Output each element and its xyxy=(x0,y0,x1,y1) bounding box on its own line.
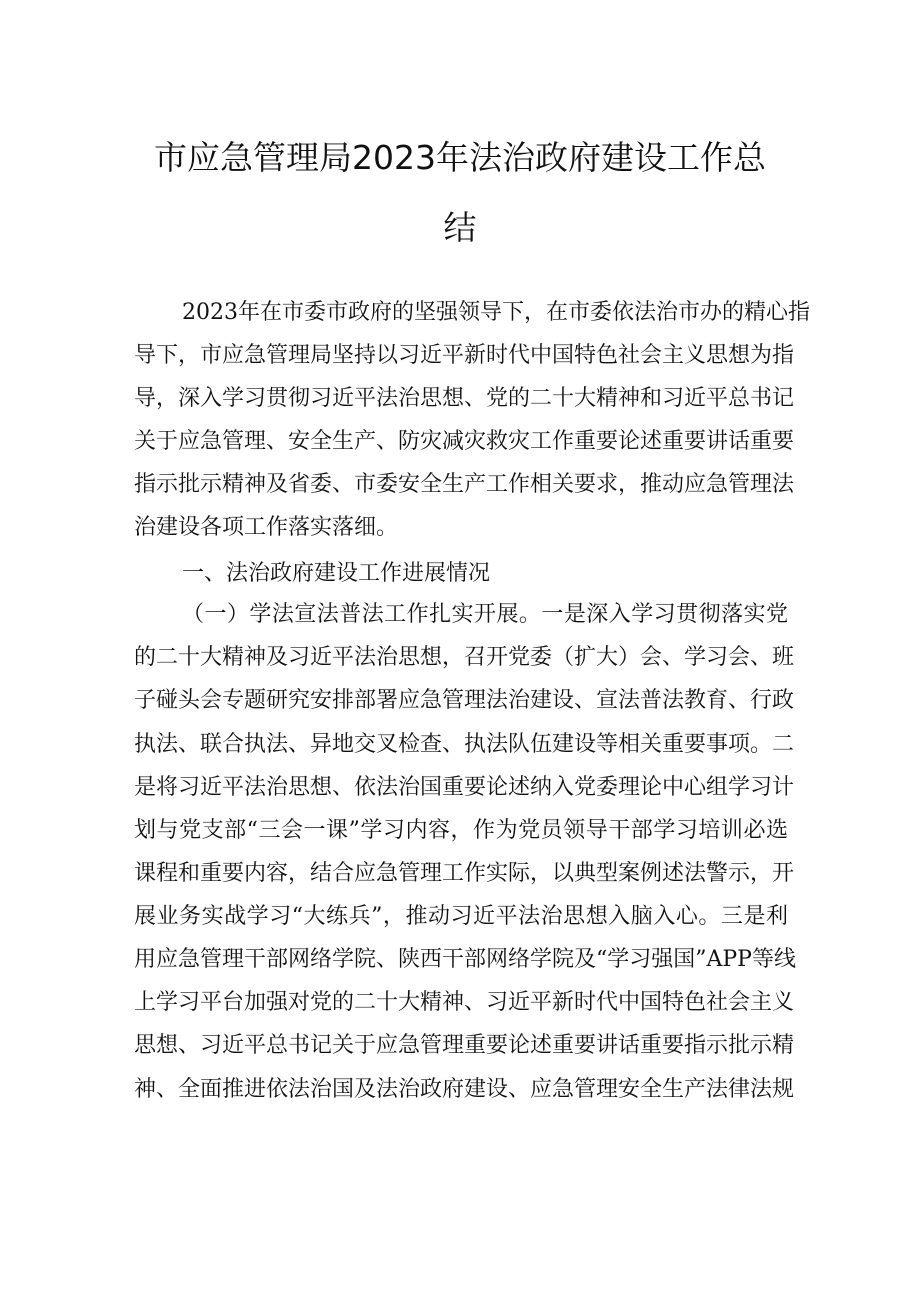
intro-line: 关于应急管理、安全生产、防灾减灾救灾工作重要论述重要讲话重要 xyxy=(134,429,795,454)
document-title-line-1: 市应急管理局2023年法治政府建设工作总 xyxy=(154,138,766,177)
document-title-line-2: 结 xyxy=(443,208,477,247)
section-line: 用应急管理干部网络学院、陕西干部网络学院及“学习强国”APP等线 xyxy=(134,947,796,972)
section-line: 是将习近平法治思想、依法治国重要论述纳入党委理论中心组学习计 xyxy=(134,775,795,800)
section-line: 子碰头会专题研究安排部署应急管理法治建设、宣法普法教育、行政 xyxy=(134,688,795,713)
section-line: 课程和重要内容，结合应急管理工作实际，以典型案例述法警示，开 xyxy=(134,861,795,886)
section-line: 神、全面推进依法治国及法治政府建设、应急管理安全生产法律法规 xyxy=(134,1077,795,1102)
intro-line: 2023年在市委市政府的坚强领导下，在市委依法治市办的精心指 xyxy=(182,300,810,325)
section-line: 思想、习近平总书记关于应急管理重要论述重要讲话重要指示批示精 xyxy=(134,1033,795,1058)
section-line: （一）学法宣法普法工作扎实开展。一是深入学习贯彻落实党 xyxy=(182,602,788,627)
intro-line: 指示批示精神及省委、市委安全生产工作相关要求，推动应急管理法 xyxy=(134,472,795,497)
section-line: 展业务实战学习“大练兵”，推动习近平法治思想入脑入心。三是利 xyxy=(134,904,788,929)
section-line: 上学习平台加强对党的二十大精神、习近平新时代中国特色社会主义 xyxy=(134,990,795,1015)
intro-line: 导下，市应急管理局坚持以习近平新时代中国特色社会主义思想为指 xyxy=(134,343,795,368)
section-heading: 一、法治政府建设工作进展情况 xyxy=(182,561,491,586)
intro-line: 导，深入学习贯彻习近平法治思想、党的二十大精神和习近平总书记 xyxy=(134,386,795,411)
section-line: 划与党支部“三会一课”学习内容，作为党员领导干部学习培训必选 xyxy=(134,818,788,843)
section-line: 的二十大精神及习近平法治思想，召开党委（扩大）会、学习会、班 xyxy=(134,645,795,670)
intro-line: 治建设各项工作落实落细。 xyxy=(134,515,399,540)
section-line: 执法、联合执法、异地交叉检查、执法队伍建设等相关重要事项。二 xyxy=(134,732,795,757)
